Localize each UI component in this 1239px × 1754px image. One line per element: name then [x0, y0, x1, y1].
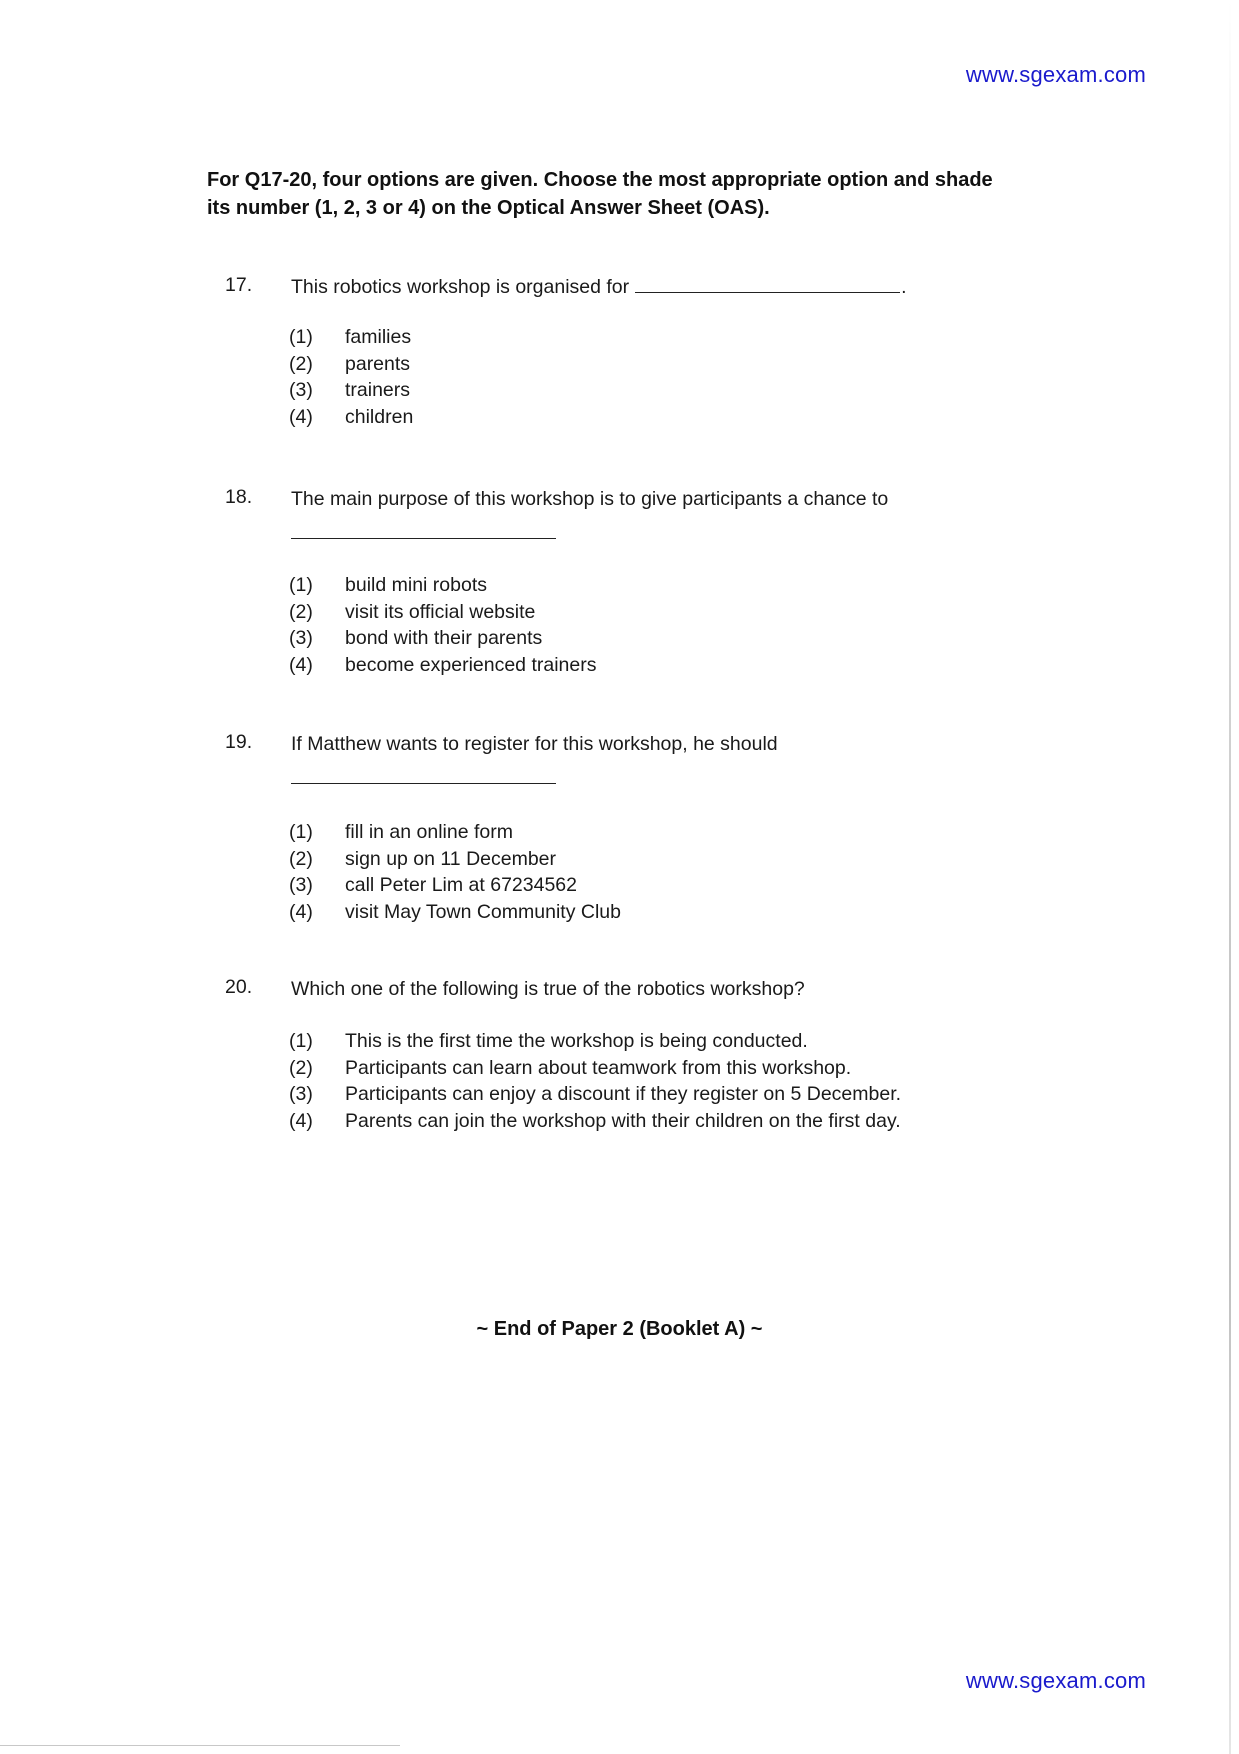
option-2 [289, 599, 596, 626]
option-number: (4) [289, 1109, 313, 1132]
option-text: sign up on 11 December [345, 847, 557, 870]
option-2 [289, 1055, 901, 1082]
option-text: Participants can enjoy a discount if they register on 5 December. [345, 1083, 902, 1105]
option-2 [289, 846, 621, 873]
question-text: The main purpose of this workshop is to give participants a chance to [291, 488, 889, 510]
question-stem [291, 486, 1051, 539]
option-number: (1) [289, 326, 313, 348]
question-stem [291, 976, 1051, 1002]
question-stem [291, 731, 1051, 784]
question-number: 20. [225, 976, 253, 998]
option-text: children [345, 405, 414, 428]
option-number: (2) [289, 352, 313, 375]
option-3 [289, 872, 621, 899]
end-of-paper-note: ~ End of Paper 2 (Booklet A) ~ [476, 1318, 763, 1340]
option-1 [289, 572, 596, 599]
question-number: 17. [225, 274, 253, 296]
option-text: become experienced trainers [345, 653, 597, 676]
option-number: (2) [289, 847, 313, 870]
answer-blank [291, 757, 556, 784]
option-3 [289, 1081, 901, 1108]
option-text: This is the first time the workshop is being conducted. [345, 1030, 808, 1052]
question-text: If Matthew wants to register for this workshop, he should [291, 733, 778, 755]
options-list [289, 324, 413, 430]
option-text: parents [345, 352, 411, 375]
question-stem [291, 274, 1051, 300]
option-4 [289, 899, 621, 926]
option-1 [289, 324, 413, 351]
question-text: This robotics workshop is organised for [291, 276, 630, 298]
option-text: build mini robots [345, 574, 487, 596]
option-1 [289, 819, 621, 846]
option-number: (4) [289, 900, 313, 923]
answer-blank [291, 512, 556, 539]
option-text: visit May Town Community Club [345, 900, 621, 923]
option-1 [289, 1028, 901, 1055]
option-3 [289, 625, 596, 652]
option-4 [289, 1108, 901, 1135]
answer-blank [635, 276, 900, 293]
option-text: fill in an online form [345, 821, 513, 843]
option-text: families [345, 326, 412, 348]
option-text: visit its official website [345, 600, 536, 623]
option-text: Participants can learn about teamwork from this workshop. [345, 1056, 852, 1079]
option-number: (2) [289, 1056, 313, 1079]
option-number: (2) [289, 600, 313, 623]
option-text: Parents can join the workshop with their children on the first day. [345, 1109, 901, 1132]
option-number: (3) [289, 874, 313, 896]
blank-period: . [901, 276, 907, 298]
section-instructions: For Q17-20, four options are given. Choose the most appropriate option and shade its number (1, 2, 3 or 4) on the Optical Answer Sheet (OAS). [207, 169, 993, 219]
option-number: (4) [289, 405, 313, 428]
option-2 [289, 351, 413, 378]
option-number: (3) [289, 379, 313, 401]
option-text: bond with their parents [345, 627, 543, 649]
option-number: (3) [289, 1083, 313, 1105]
options-list [289, 1028, 901, 1134]
option-number: (4) [289, 653, 313, 676]
option-4 [289, 652, 596, 679]
option-4 [289, 404, 413, 431]
question-number: 18. [225, 486, 253, 508]
options-list [289, 819, 621, 925]
option-text: trainers [345, 379, 411, 401]
options-list [289, 572, 596, 678]
option-3 [289, 377, 413, 404]
question-number: 19. [225, 731, 253, 753]
question-text: Which one of the following is true of the robotics workshop? [291, 978, 805, 1000]
scan-bottom-line [0, 1745, 400, 1746]
header-site-link[interactable]: www.sgexam.com [965, 62, 1146, 87]
option-number: (1) [289, 1030, 313, 1052]
footer-site-link[interactable]: www.sgexam.com [965, 1668, 1146, 1693]
option-number: (1) [289, 821, 313, 843]
option-number: (1) [289, 574, 313, 596]
option-text: call Peter Lim at 67234562 [345, 874, 577, 896]
option-number: (3) [289, 627, 313, 649]
scan-edge-shadow [1229, 0, 1231, 1754]
